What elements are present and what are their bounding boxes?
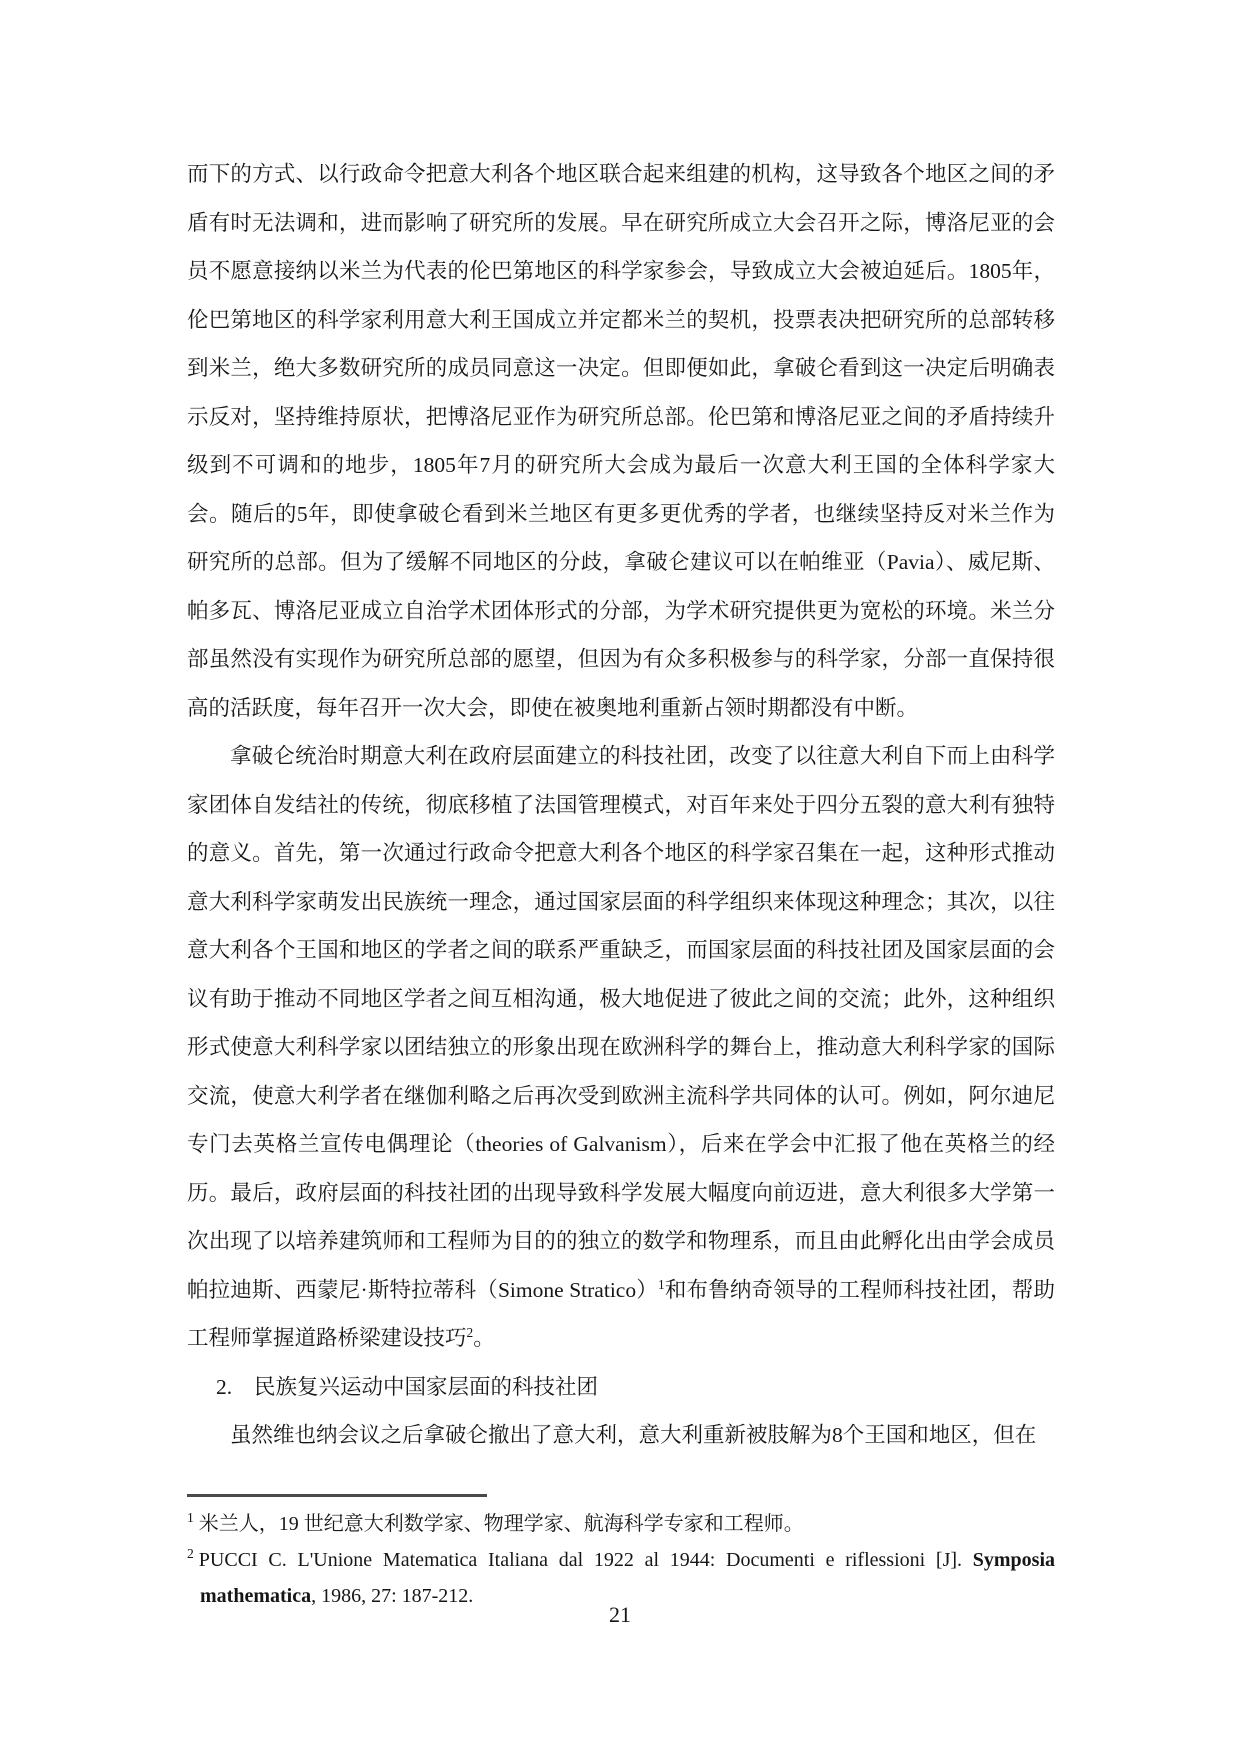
paragraph-text: 和布鲁纳奇领导的工程师科技社团，帮助工程师掌握道路桥梁建设技巧 <box>187 1277 1055 1350</box>
body-text <box>187 150 1055 1460</box>
paragraph-text: 。 <box>473 1326 495 1350</box>
section-heading-number: 2. <box>216 1374 233 1399</box>
paragraph <box>187 732 1055 1363</box>
footnote-marker: 2 <box>187 1546 194 1562</box>
footnote-area <box>187 1494 1055 1614</box>
footnote-reference: 2 <box>466 1324 474 1340</box>
section-heading <box>187 1363 1055 1412</box>
paragraph: 而下的方式、以行政命令把意大利各个地区联合起来组建的机构，这导致各个地区之间的矛盾有时无法调和，进而影响了研究所的发展。早在研究所成立大会召开之际，博洛尼亚的会员不愿意接纳以米兰为代表的伦巴第地区的科学家参会，导致成立大会被迫延后。1805年，伦巴第地区的科学家利用意大利王国成立并定都米兰的契机，投票表决把研究所的总部转移到米兰，绝大多数研究所的成员同意这一决定。但即便如此，拿破仑看到这一决定后明确表示反对，坚持维持原状，把博洛尼亚作为研究所总部。伦巴第和博洛尼亚之间的矛盾持续升级到不可调和的地步，1805年7月的研究所大会成为最后一次意大利王国的全体科学家大会。随后的5年，即使拿破仑看到米兰地区有更多更优秀的学者，也继续坚持反对米兰作为研究所的总部。但为了缓解不同地区的分歧，拿破仑建议可以在帕维亚（Pavia）、威尼斯、帕多瓦、博洛尼亚成立自治学术团体形式的分部，为学术研究提供更为宽松的环境。米兰分部虽然没有实现作为研究所总部的愿望，但因为有众多积极参与的科学家，分部一直保持很高的活跃度，每年召开一次大会，即使在被奥地利重新占领时期都没有中断。 <box>187 162 1055 720</box>
footnote-separator <box>187 1494 487 1497</box>
section-heading-title: 民族复兴运动中国家层面的科技社团 <box>254 1374 599 1399</box>
page-number: 21 <box>609 1602 631 1627</box>
footnote-text: , 1986, 27: 187-212. <box>311 1585 474 1607</box>
footnote-marker: 1 <box>187 1510 194 1526</box>
footnote <box>187 1506 1055 1542</box>
footnote-text: PUCCI C. L'Unione Matematica Italiana dal 1922 al 1944: Documenti e riflessioni [J]. <box>198 1549 973 1571</box>
footnote-reference: 1 <box>657 1276 665 1292</box>
footnote-text: 米兰人，19 世纪意大利数学家、物理学家、航海科学专家和工程师。 <box>198 1513 804 1535</box>
paragraph: 虽然维也纳会议之后拿破仑撤出了意大利，意大利重新被肢解为8个王国和地区，但在 <box>230 1423 1037 1447</box>
footnote-journal-title: Symposia mathematica <box>200 1549 1055 1607</box>
paragraph-text: 拿破仑统治时期意大利在政府层面建立的科技社团，改变了以往意大利自下而上由科学家团体自发结社的传统，彻底移植了法国管理模式，对百年来处于四分五裂的意大利有独特的意义。首先，第一次通过行政命令把意大利各个地区的科学家召集在一起，这种形式推动意大利科学家萌发出民族统一理念，通过国家层面的科学组织来体现这种理念；其次，以往意大利各个王国和地区的学者之间的联系严重缺乏，而国家层面的科技社团及国家层面的会议有助于推动不同地区学者之间互相沟通，极大地促进了彼此之间的交流；此外，这种组织形式使意大利科学家以团结独立的形象出现在欧洲科学的舞台上，推动意大利科学家的国际交流，使意大利学者在继伽利略之后再次受到欧洲主流科学共同体的认可。例如，阿尔迪尼专门去英格兰宣传电偶理论（theories of Galvanism），后来在学会中汇报了他在英格兰的经历。最后，政府层面的科技社团的出现导致科学发展大幅度向前迈进，意大利很多大学第一次出现了以培养建筑师和工程师为目的的独立的数学和物理系，而且由此孵化出由学会成员帕拉迪斯、西蒙尼·斯特拉蒂科（Simone Stratico） <box>187 744 1055 1302</box>
